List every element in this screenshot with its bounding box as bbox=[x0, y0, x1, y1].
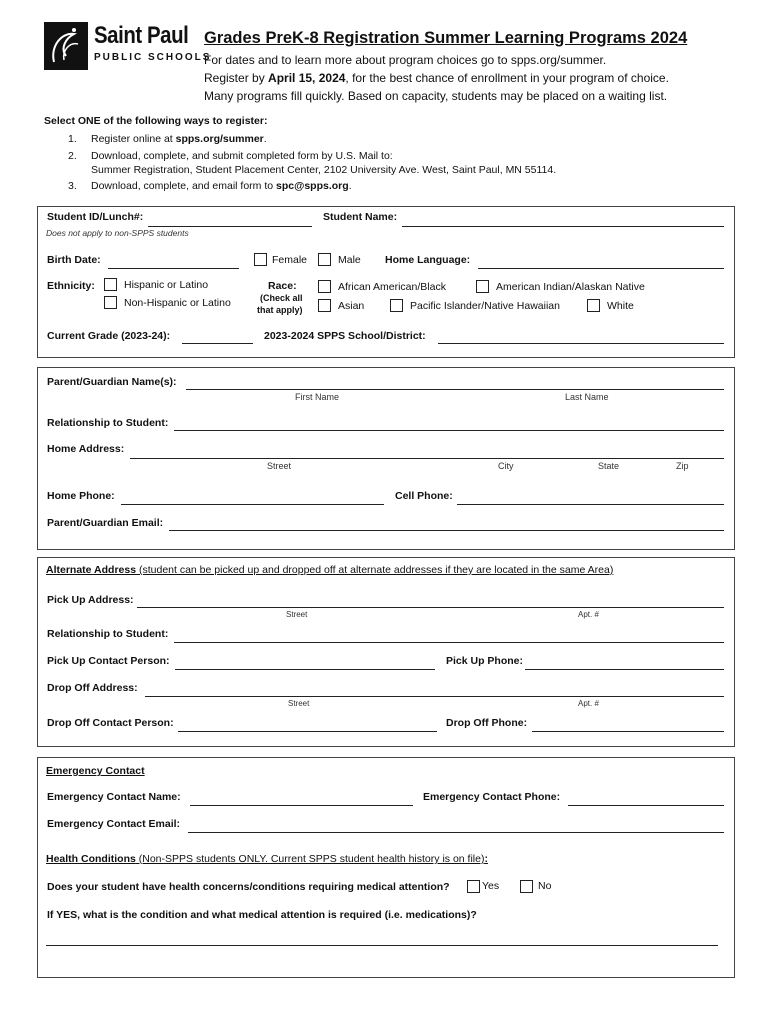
home-address-label: Home Address: bbox=[47, 443, 125, 455]
birth-date-label: Birth Date: bbox=[47, 254, 101, 266]
pickup-phone-label: Pick Up Phone: bbox=[446, 655, 524, 667]
emergency-name-label: Emergency Contact Name: bbox=[47, 791, 181, 803]
health-if-yes-label: If YES, what is the condition and what medical attention is required (i.e. medications)? bbox=[47, 909, 477, 921]
last-name-caption: Last Name bbox=[565, 392, 609, 402]
cell-phone-label: Cell Phone: bbox=[395, 490, 453, 502]
way-1-number: 1. bbox=[68, 133, 77, 145]
health-no-label: No bbox=[538, 880, 552, 892]
health-yes-label: Yes bbox=[482, 880, 500, 892]
page-title: Grades PreK-8 Registration Summer Learning Programs 2024 bbox=[204, 29, 688, 47]
way-1 bbox=[91, 133, 267, 145]
pickup-street-caption: Street bbox=[286, 610, 308, 619]
pickup-contact-field[interactable] bbox=[175, 669, 435, 670]
way-3-text: Download, complete, and email form to bbox=[91, 180, 277, 192]
student-id-label: Student ID/Lunch#: bbox=[47, 211, 144, 223]
header-line-2 bbox=[204, 71, 669, 85]
way-3-end: . bbox=[348, 180, 352, 192]
emergency-phone-field[interactable] bbox=[568, 805, 724, 806]
african-american-label: African American/Black bbox=[338, 281, 446, 293]
race-note-1: (Check all bbox=[260, 293, 303, 303]
dropoff-apt-caption: Apt. # bbox=[578, 699, 599, 708]
logo-name: Saint Paul bbox=[94, 22, 189, 49]
way-2-number: 2. bbox=[68, 150, 77, 162]
health-question: Does your student have health concerns/conditions requiring medical attention? bbox=[47, 881, 450, 893]
street-caption: Street bbox=[267, 461, 292, 471]
asian-label: Asian bbox=[338, 300, 365, 312]
male-checkbox[interactable] bbox=[318, 253, 331, 266]
way-1-text: Register online at bbox=[91, 133, 176, 145]
logo-subtitle: PUBLIC SCHOOLS bbox=[94, 52, 212, 63]
health-heading-colon: : bbox=[484, 853, 488, 865]
female-checkbox[interactable] bbox=[254, 253, 267, 266]
alternate-heading-title: Alternate Address bbox=[46, 564, 137, 576]
pickup-contact-label: Pick Up Contact Person: bbox=[47, 655, 170, 667]
dropoff-address-label: Drop Off Address: bbox=[47, 682, 138, 694]
way-2-address: Summer Registration, Student Placement Center, 2102 University Ave. West, Saint Paul, MN 55114. bbox=[91, 164, 557, 176]
way-3 bbox=[91, 180, 352, 192]
logo-emblem bbox=[44, 22, 88, 70]
alt-relationship-label: Relationship to Student: bbox=[47, 628, 169, 640]
emergency-email-field[interactable] bbox=[188, 832, 724, 833]
parent-email-field[interactable] bbox=[169, 530, 724, 531]
header-line-2-end: , for the best chance of enrollment in your program of choice. bbox=[345, 71, 669, 85]
non-hispanic-label: Non-Hispanic or Latino bbox=[124, 297, 231, 309]
home-language-label: Home Language: bbox=[385, 254, 471, 266]
emergency-heading: Emergency Contact bbox=[46, 765, 145, 777]
relationship-label: Relationship to Student: bbox=[47, 417, 169, 429]
american-indian-label: American Indian/Alaskan Native bbox=[496, 281, 645, 293]
register-link[interactable]: spps.org/summer bbox=[175, 133, 264, 145]
current-grade-label: Current Grade (2023-24): bbox=[47, 330, 171, 342]
home-address-field[interactable] bbox=[130, 458, 724, 459]
student-name-label: Student Name: bbox=[323, 211, 398, 223]
header-line-1: For dates and to learn more about program choices go to spps.org/summer. bbox=[204, 53, 607, 67]
dropoff-contact-field[interactable] bbox=[178, 731, 437, 732]
way-3-number: 3. bbox=[68, 180, 77, 192]
health-heading-note: (Non-SPPS students ONLY. Current SPPS student health history is on file) bbox=[135, 853, 485, 865]
home-phone-label: Home Phone: bbox=[47, 490, 115, 502]
female-label: Female bbox=[272, 254, 308, 266]
alternate-heading-note: (student can be picked up and dropped off at alternate addresses if they are located in the same Area) bbox=[136, 564, 614, 576]
way-1-end: . bbox=[263, 133, 267, 145]
american-indian-checkbox[interactable] bbox=[476, 280, 489, 293]
pickup-address-field[interactable] bbox=[137, 607, 724, 608]
logo bbox=[44, 20, 212, 80]
pickup-phone-field[interactable] bbox=[525, 669, 724, 670]
current-grade-field[interactable] bbox=[182, 343, 253, 344]
health-heading-title: Health Conditions bbox=[46, 853, 136, 865]
birth-date-field[interactable] bbox=[108, 268, 239, 269]
health-no-checkbox[interactable] bbox=[520, 880, 533, 893]
parent-email-label: Parent/Guardian Email: bbox=[47, 517, 164, 529]
pacific-islander-label: Pacific Islander/Native Hawaiian bbox=[410, 300, 560, 312]
logo-swirl-icon bbox=[44, 22, 88, 70]
cell-phone-field[interactable] bbox=[457, 504, 724, 505]
african-american-checkbox[interactable] bbox=[318, 280, 331, 293]
way-2: Download, complete, and submit completed form by U.S. Mail to: bbox=[91, 150, 393, 162]
dropoff-contact-label: Drop Off Contact Person: bbox=[47, 717, 174, 729]
city-caption: City bbox=[498, 461, 514, 471]
emergency-email-label: Emergency Contact Email: bbox=[47, 818, 181, 830]
race-note-2: that apply) bbox=[257, 305, 303, 315]
ways-heading: Select ONE of the following ways to register: bbox=[44, 115, 268, 127]
header-line-3: Many programs fill quickly. Based on capacity, students may be placed on a waiting list. bbox=[204, 89, 668, 103]
ethnicity-label: Ethnicity: bbox=[47, 280, 95, 292]
deadline-date: April 15, 2024 bbox=[268, 71, 346, 85]
home-phone-field[interactable] bbox=[121, 504, 384, 505]
school-district-label: 2023-2024 SPPS School/District: bbox=[264, 330, 426, 342]
pickup-apt-caption: Apt. # bbox=[578, 610, 599, 619]
asian-checkbox[interactable] bbox=[318, 299, 331, 312]
dropoff-phone-label: Drop Off Phone: bbox=[446, 717, 528, 729]
alt-relationship-field[interactable] bbox=[174, 642, 724, 643]
pickup-address-label: Pick Up Address: bbox=[47, 594, 134, 606]
relationship-field[interactable] bbox=[174, 430, 724, 431]
home-language-field[interactable] bbox=[478, 268, 724, 269]
zip-caption: Zip bbox=[676, 461, 689, 471]
dropoff-street-caption: Street bbox=[288, 699, 310, 708]
state-caption: State bbox=[598, 461, 620, 471]
first-name-caption: First Name bbox=[295, 392, 340, 402]
hispanic-label: Hispanic or Latino bbox=[124, 279, 209, 291]
non-hispanic-checkbox[interactable] bbox=[104, 296, 117, 309]
health-yes-checkbox[interactable] bbox=[467, 880, 480, 893]
pacific-islander-checkbox[interactable] bbox=[390, 299, 403, 312]
race-label: Race: bbox=[268, 280, 297, 292]
header-line-2-text: Register by bbox=[204, 71, 269, 85]
parent-name-label: Parent/Guardian Name(s): bbox=[47, 376, 177, 388]
white-checkbox[interactable] bbox=[587, 299, 600, 312]
hispanic-checkbox[interactable] bbox=[104, 278, 117, 291]
email-link[interactable]: spc@spps.org bbox=[276, 180, 349, 192]
health-details-field[interactable] bbox=[46, 945, 718, 946]
student-name-field[interactable] bbox=[402, 226, 724, 227]
parent-name-field[interactable] bbox=[186, 389, 724, 390]
health-heading bbox=[46, 853, 488, 865]
emergency-phone-label: Emergency Contact Phone: bbox=[423, 791, 561, 803]
dropoff-address-field[interactable] bbox=[145, 696, 724, 697]
white-label: White bbox=[607, 300, 634, 312]
emergency-name-field[interactable] bbox=[190, 805, 413, 806]
male-label: Male bbox=[338, 254, 361, 266]
student-id-note: Does not apply to non-SPPS students bbox=[46, 228, 189, 238]
school-district-field[interactable] bbox=[438, 343, 724, 344]
dropoff-phone-field[interactable] bbox=[532, 731, 724, 732]
alternate-heading bbox=[46, 564, 613, 576]
student-id-field[interactable] bbox=[148, 226, 312, 227]
